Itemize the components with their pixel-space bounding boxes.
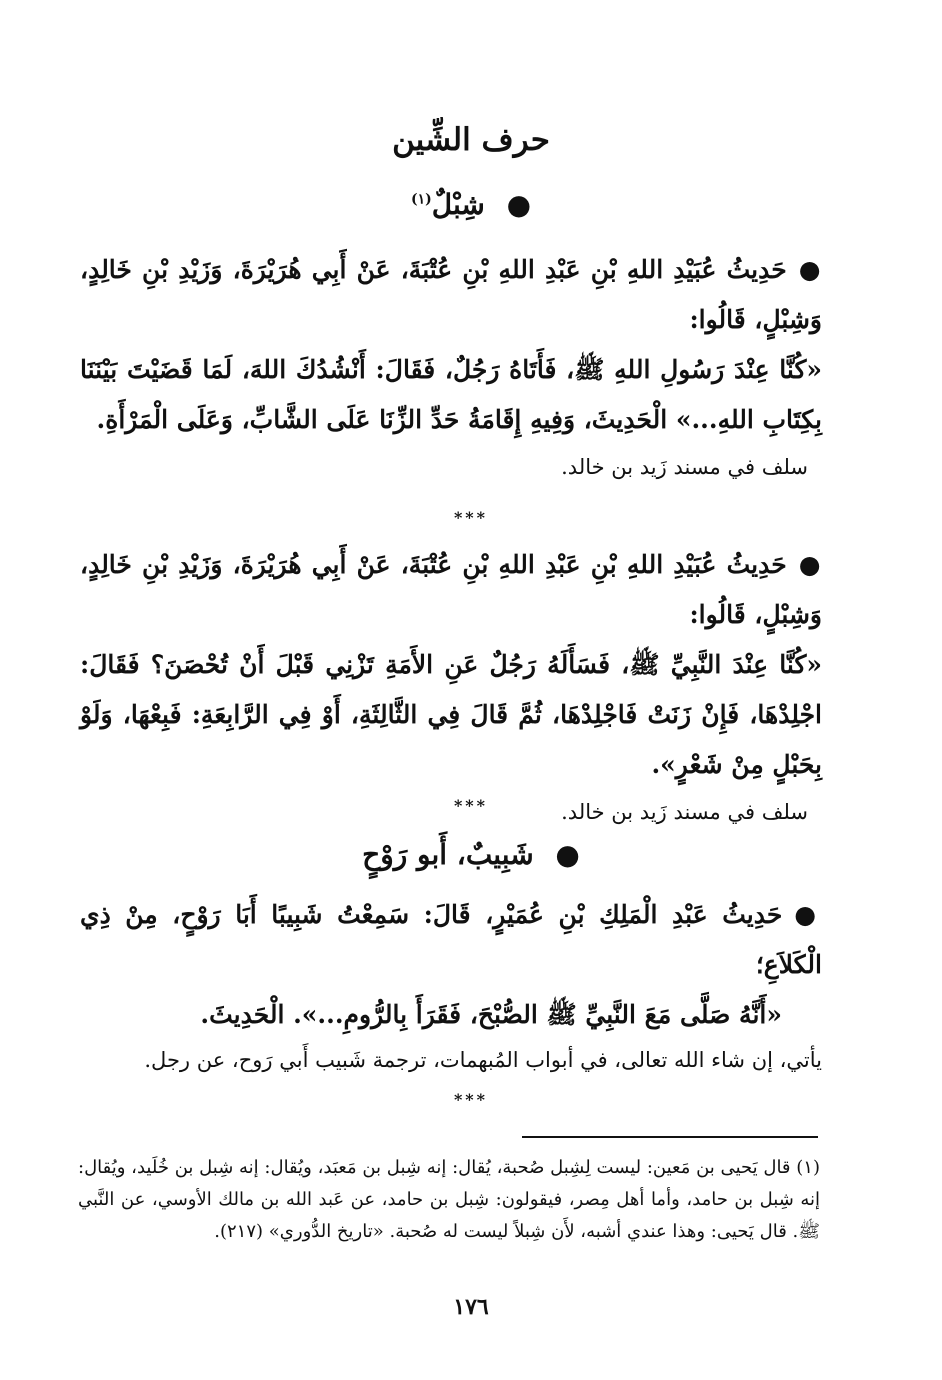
footnote-divider xyxy=(522,1136,818,1138)
bullet-icon: ● xyxy=(798,255,822,284)
footnote-marker: (١) xyxy=(410,191,432,208)
hadith-text: ●حَدِيثُ عُبَيْدِ اللهِ بْنِ عَبْدِ اللهِ بْنِ عُتْبَةَ، عَنْ أَبِي هُرَيْرَةَ، وَزَيْدِ بْنِ خَالِدٍ، وَشِبْلٍ، قَالُوا: xyxy=(80,550,822,629)
cross-reference-note: سلف في مسند زَيد بن خالد. xyxy=(561,455,808,479)
page-title: حرف الشِّين xyxy=(392,122,550,158)
hadith-text: ●حَدِيثُ عَبْدِ الْمَلِكِ بْنِ عُمَيْرٍ، قَالَ: سَمِعْتُ شَبِيبًا أَبَا رَوْحٍ، مِنْ ذِي الْكَلاَعِ؛ xyxy=(80,900,822,979)
bullet-icon: ● xyxy=(555,838,580,871)
hadith-block-2 xyxy=(80,540,822,830)
page-number: ١٧٦ xyxy=(453,1294,489,1320)
footnote: (١) قال يَحيى بن مَعين: ليست لِشِبل صُحبة، يُقال: إنه شِبل بن مَعبَد، ويُقال: إنه شِبل بن خُلَيد، ويُقال: إنه شِبل بن حامد، وأما أهل مِصر، فيقولون: شِبل بن حامد، عن عَبد الله بن مالك الأوسي، عن النَّبي ﷺ. قال يَحيى: وهذا عندي أشبه، لأَن شِبلاً ليست له صُحبة. «تاريخ الدُّوري» (٢١٧). xyxy=(78,1157,820,1242)
bullet-icon: ● xyxy=(794,900,822,929)
cross-reference-note: سلف في مسند زَيد بن خالد. xyxy=(561,800,808,824)
hadith-quote: «أَنَّهُ صَلَّى مَعَ النَّبِيِّ ﷺ الصُّبْحَ، فَقَرَأَ بِالرُّومِ...». الْحَدِيثَ. xyxy=(200,1000,782,1029)
cross-reference-note: يأتي، إن شاء الله تعالى، في أبواب المُبهمات، ترجمة شَبيب أَبي رَوح، عن رجل. xyxy=(144,1048,822,1072)
entry-heading-text: شِبْلٌ xyxy=(431,188,485,221)
bullet-icon: ● xyxy=(798,550,822,579)
bullet-icon: ● xyxy=(506,188,532,221)
entry-heading-text: شَبِيبٌ، أَبو رَوْحٍ xyxy=(362,838,534,871)
hadith-block-1 xyxy=(80,245,822,485)
section-separator: *** xyxy=(453,796,489,815)
entry-heading-shabib xyxy=(0,838,942,871)
entry-heading-shibl xyxy=(0,188,942,221)
hadith-block-3 xyxy=(80,890,822,1078)
section-separator: *** xyxy=(453,508,489,527)
section-separator: *** xyxy=(453,1090,489,1109)
hadith-quote: «كُنَّا عِنْدَ رَسُولِ اللهِ ﷺ، فَأَتَاهُ رَجُلٌ، فَقَالَ: أَنْشُدُكَ اللهَ، لَمَا قَضَيْتَ بَيْنَنَا بِكِتَابِ اللهِ...» الْحَدِيثَ، وَفِيهِ إِقَامَةُ حَدِّ الزِّنَا عَلَى الشَّابِّ، وَعَلَى الْمَرْأَةِ. xyxy=(80,355,822,434)
hadith-text: ●حَدِيثُ عُبَيْدِ اللهِ بْنِ عَبْدِ اللهِ بْنِ عُتْبَةَ، عَنْ أَبِي هُرَيْرَةَ، وَزَيْدِ بْنِ خَالِدٍ، وَشِبْلٍ، قَالُوا: xyxy=(80,255,822,334)
hadith-quote: «كُنَّا عِنْدَ النَّبِيِّ ﷺ، فَسَأَلَهُ رَجُلٌ عَنِ الأَمَةِ تَزْنِي قَبْلَ أَنْ تُحْصَنَ؟ فَقَالَ: اجْلِدْهَا، فَإِنْ زَنَتْ فَاجْلِدْهَا، ثُمَّ قَالَ فِي الثَّالِثَةِ، أَوْ فِي الرَّابِعَةِ: فَبِعْهَا، وَلَوْ بِحَبْلٍ مِنْ شَعْرٍ». xyxy=(80,650,822,779)
